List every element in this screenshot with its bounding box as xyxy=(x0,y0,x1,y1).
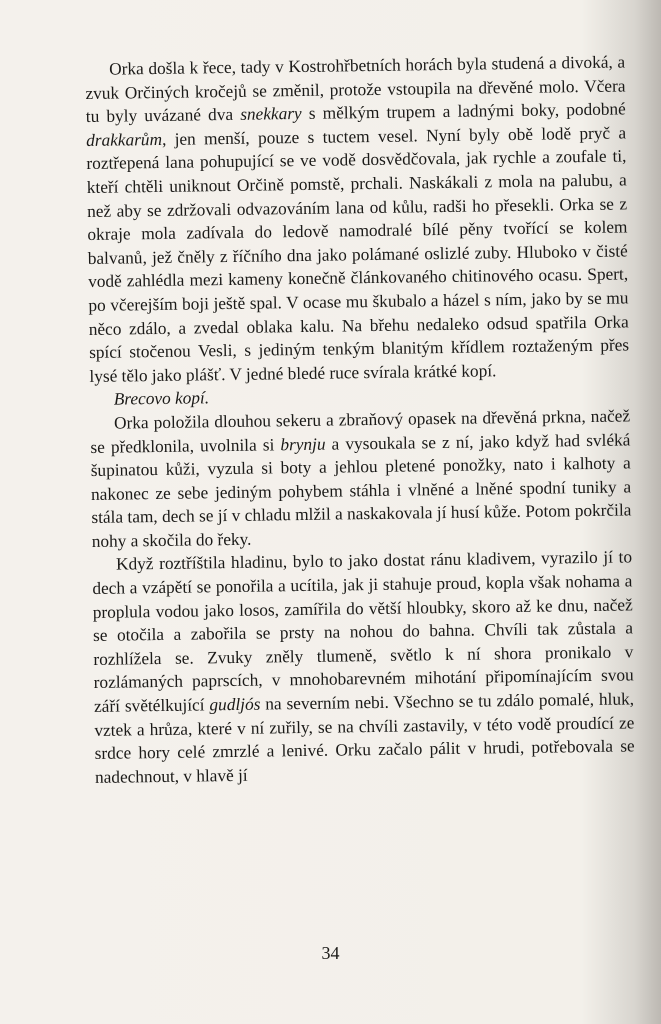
italic-term: Brecovo kopí. xyxy=(113,388,210,409)
italic-term: snekkary xyxy=(240,104,302,125)
text-run: , jen menší, pouze s tuctem vesel. Nyní byly obě lodě pryč a roztřepená lana pohupující se ve vodě dosvědčovala, jak rychle a zoufale ti, kteří chtěli uniknout Orčině pomstě, prchali. Naskákali z mola na palubu, a než aby se zdržovali odvazováním lana od kůlu, radši ho přesekli. Orka se z okraje mola zadívala do ledově namodralé bílé pěny tvořící se kolem balvanů, jež čněly z říčního dna jako polámané oslizlé zuby. Hluboko v čisté vodě zahlédla mezi kameny konečně článkovaného chitinového ocasu. Spert, po včerejším boji ještě spal. V ocase mu škubalo a házel s ním, jako by se mu něco zdálo, a zvedal oblaka kalu. Na břehu nedaleko odsud spatřila Orka spící stočenou Vesli, s jediným tenkým blanitým křídlem roztaženým přes lysé tělo jako plášť. V jedné bledé ruce svírala krátké kopí. xyxy=(86,123,630,386)
italic-term: gudljós xyxy=(209,694,261,715)
paragraph xyxy=(92,546,635,789)
page-body-text xyxy=(85,50,635,789)
text-run: Orka položila dlouhou sekeru a zbraňový opasek na dřevěná prkna, načež se předklonila, uvolnila si xyxy=(90,406,631,457)
text-run: Orka došla k řece, tady v Kostrohřbetních horách byla studená a divoká, a zvuk Orčiných kročejů se změnil, protože vstoupila na dřevěné molo. Včera tu byly uvázané dva xyxy=(85,52,626,127)
text-run: a vysoukala se z ní, jako když had svléká šupinatou kůži, vyzula si boty a jehlou pletené ponožky, nato i kalhoty a nakonec ze sebe jediným pohybem stáhla i vlněné a lněné spodní tuniky a stála tam, dech se jí v chladu mlžil a naskakovala jí husí kůže. Potom pokrčila nohy a skočila do řeky. xyxy=(90,429,632,551)
paragraph xyxy=(90,404,632,553)
text-run: s mělkým trupem a ladnými boky, podobné xyxy=(301,99,626,124)
text-run: Když roztříštila hladinu, bylo to jako dostat ránu kladivem, vyrazilo jí to dech a vzápětí se ponořila a ucítila, jak ji stahuje proud, kopla však nohama a proplula vodou jako losos, zamířila do větší hloubky, skoro až ke dnu, načež se otočila a zabořila se prsty na nohou do bahna. Chvíli tak zůstala a rozhlížela se. Zvuky zněly tlumeně, světlo k ní shora pronikalo v rozlámaných paprscích, v mnohobarevném mihotání připomínajícím svou září světélkující xyxy=(92,547,634,716)
italic-term: drakkarům xyxy=(86,129,163,150)
page-number: 34 xyxy=(321,943,340,963)
paragraph xyxy=(85,50,630,388)
italic-term: brynju xyxy=(280,434,326,454)
text-run: na severním nebi. Všechno se tu zdálo pomalé, hluk, vztek a hrůza, které v ní zuřily, se na chvíli zastavily, v této vodě proudící ze srdce hory celé zmrzlé a lenivé. Orku začalo pálit v hrudi, potřebovala se nadechnout, v hlavě jí xyxy=(94,689,635,787)
